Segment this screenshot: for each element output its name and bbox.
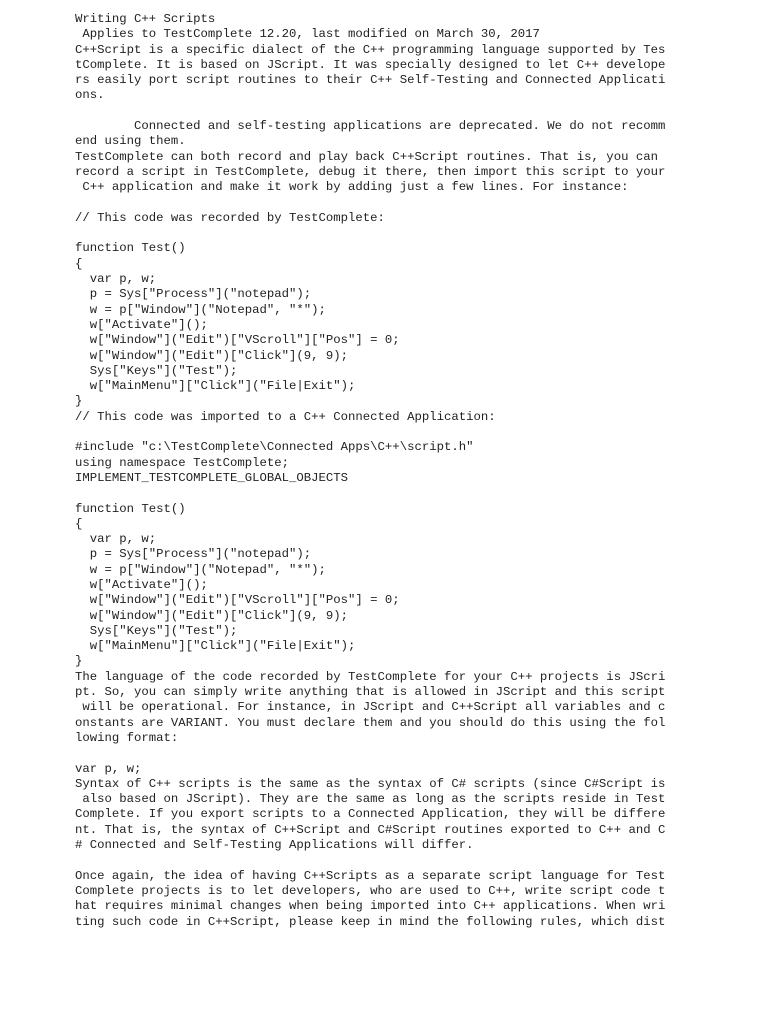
text-line [75, 196, 675, 211]
text-line: nt. That is, the syntax of C++Script and C#Script routines exported to C++ and C [75, 822, 666, 837]
text-line: p = Sys["Process"]("notepad"); [75, 287, 312, 302]
text-line: Complete. If you export scripts to a Connected Application, they will be differe [75, 807, 666, 822]
text-line: w["Activate"](); [75, 317, 208, 332]
text-line: hat requires minimal changes when being imported into C++ applications. When wri [75, 899, 666, 914]
text-line: Syntax of C++ scripts is the same as the syntax of C# scripts (since C#Script is [75, 776, 666, 791]
text-line: var p, w; [75, 272, 157, 287]
text-line: w["Window"]("Edit")["Click"](9, 9); [75, 608, 349, 623]
text-line: // This code was imported to a C++ Connected Application: [75, 409, 496, 424]
text-line: Connected and self-testing applications are deprecated. We do not recomm [75, 119, 666, 134]
text-line [75, 226, 675, 241]
text-line: w["Window"]("Edit")["Click"](9, 9); [75, 348, 349, 363]
text-line: p = Sys["Process"]("notepad"); [75, 547, 312, 562]
text-line: rs easily port script routines to their C++ Self-Testing and Connected Applicati [75, 73, 666, 88]
text-line [75, 853, 675, 868]
text-line: Complete projects is to let developers, who are used to C++, write script code t [75, 883, 666, 898]
text-line [75, 486, 675, 501]
text-line: } [75, 394, 83, 409]
text-line: pt. So, you can simply write anything that is allowed in JScript and this script [75, 685, 666, 700]
document-page [75, 12, 675, 930]
text-line: TestComplete can both record and play back C++Script routines. That is, you can [75, 149, 658, 164]
text-line: #include "c:\TestComplete\Connected Apps\C++\script.h" [75, 440, 474, 455]
text-line: var p, w; [75, 532, 157, 547]
text-line: ting such code in C++Script, please keep in mind the following rules, which dist [75, 914, 666, 929]
text-line: w["MainMenu"]["Click"]("File|Exit"); [75, 379, 356, 394]
text-line: w["Window"]("Edit")["VScroll"]["Pos"] = 0; [75, 333, 400, 348]
text-line: function Test() [75, 241, 186, 256]
text-line: record a script in TestComplete, debug it there, then import this script to your [75, 164, 666, 179]
text-line: C++Script is a specific dialect of the C++ programming language supported by Tes [75, 42, 666, 57]
text-line: w["MainMenu"]["Click"]("File|Exit"); [75, 639, 356, 654]
text-line: will be operational. For instance, in JScript and C++Script all variables and c [75, 700, 666, 715]
text-line: ons. [75, 88, 105, 103]
text-line: w = p["Window"]("Notepad", "*"); [75, 562, 326, 577]
text-line: IMPLEMENT_TESTCOMPLETE_GLOBAL_OBJECTS [75, 470, 349, 485]
text-line: Sys["Keys"]("Test"); [75, 623, 238, 638]
text-line: The language of the code recorded by TestComplete for your C++ projects is JScri [75, 669, 666, 684]
text-line: var p, w; [75, 761, 142, 776]
text-line: // This code was recorded by TestComplete: [75, 210, 385, 225]
text-line: end using them. [75, 134, 186, 149]
text-line [75, 425, 675, 440]
text-line: w["Window"]("Edit")["VScroll"]["Pos"] = 0; [75, 593, 400, 608]
text-line: C++ application and make it work by adding just a few lines. For instance: [75, 180, 629, 195]
text-line: Applies to TestComplete 12.20, last modified on March 30, 2017 [75, 27, 540, 42]
text-line: also based on JScript). They are the same as long as the scripts reside in Test [75, 792, 666, 807]
text-line: using namespace TestComplete; [75, 455, 290, 470]
text-line: # Connected and Self-Testing Applications will differ. [75, 838, 474, 853]
text-line: { [75, 516, 83, 531]
text-line: Sys["Keys"]("Test"); [75, 363, 238, 378]
text-line [75, 746, 675, 761]
text-line: function Test() [75, 501, 186, 516]
text-line: tComplete. It is based on JScript. It was specially designed to let C++ develope [75, 57, 666, 72]
text-line: w = p["Window"]("Notepad", "*"); [75, 302, 326, 317]
text-line [75, 104, 675, 119]
text-line: lowing format: [75, 730, 179, 745]
text-line: } [75, 654, 83, 669]
text-line: w["Activate"](); [75, 577, 208, 592]
text-line: { [75, 256, 83, 271]
text-line: Once again, the idea of having C++Scripts as a separate script language for Test [75, 868, 666, 883]
text-line: onstants are VARIANT. You must declare them and you should do this using the fol [75, 715, 666, 730]
text-line: Writing C++ Scripts [75, 12, 216, 26]
